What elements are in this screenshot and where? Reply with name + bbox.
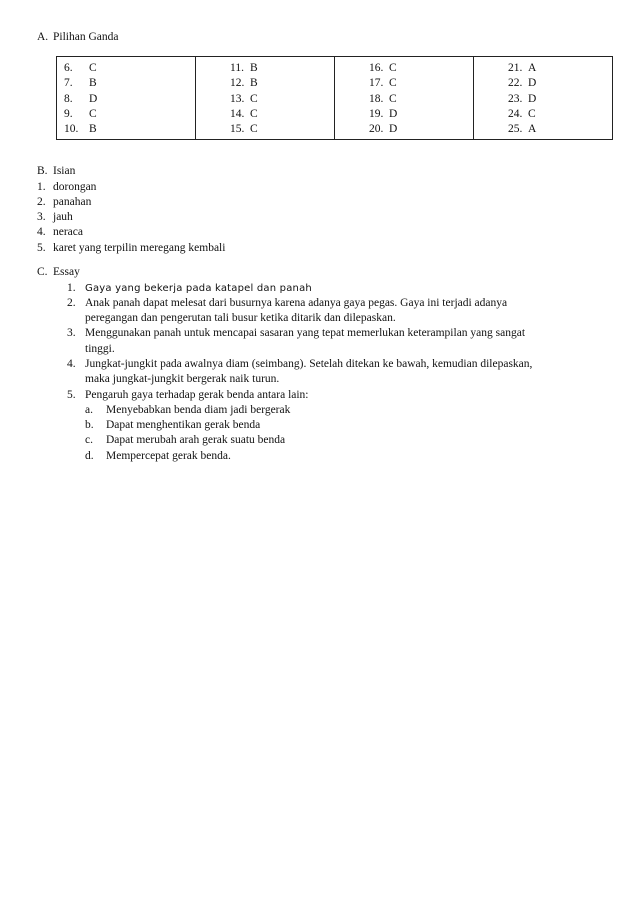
answer-letter: C	[250, 123, 258, 136]
answer-letter: C	[89, 62, 97, 74]
answer-number: 25.	[508, 123, 523, 136]
answer-number: 10.	[64, 123, 79, 136]
section-c-letter: C.	[37, 266, 48, 278]
answer-item	[474, 107, 612, 122]
section-a-heading	[37, 30, 118, 45]
answer-number: 9.	[64, 107, 73, 120]
answer-number: 13.	[230, 92, 245, 105]
list-item	[37, 241, 225, 256]
item-text: Menggunakan panah untuk mencapai sasaran yang tepat memerlukan keterampilan yang sangat	[85, 327, 526, 340]
answer-item	[196, 122, 334, 137]
item-text: panahan	[53, 195, 92, 208]
item-text: Gaya yang bekerja pada katapel dan panah	[85, 282, 312, 294]
item-text: neraca	[53, 226, 83, 239]
item-number: 1.	[37, 180, 46, 193]
item-text-continued: peregangan dan pengerutan tali busur ketika ditarik dan dilepaskan.	[85, 312, 396, 325]
sub-item-text: Dapat menghentikan gerak benda	[106, 419, 261, 432]
item-number: 4.	[37, 226, 46, 239]
answer-item	[196, 107, 334, 122]
answer-item	[335, 107, 473, 122]
answer-number: 6.	[64, 62, 73, 74]
sub-item	[85, 418, 532, 433]
list-item	[37, 180, 225, 195]
item-text: Anak panah dapat melesat dari busurnya karena adanya gaya pegas. Gaya ini terjadi adanya	[85, 296, 508, 309]
answer-item	[335, 76, 473, 91]
list-item	[37, 210, 225, 225]
answer-letter: A	[528, 123, 537, 136]
answer-letter: D	[389, 107, 398, 120]
sub-item	[85, 433, 532, 448]
item-number: 3.	[37, 211, 46, 224]
item-text-continued: maka jungkat-jungkit bergerak naik turun.	[85, 373, 280, 386]
answer-letter: C	[250, 107, 258, 120]
answer-item	[57, 107, 195, 122]
item-text: Pengaruh gaya terhadap gerak benda antara lain:	[85, 388, 309, 401]
answer-letter: C	[528, 107, 536, 120]
answer-letter: C	[389, 62, 397, 74]
section-b-heading	[37, 164, 75, 179]
answer-letter: D	[89, 92, 98, 105]
answer-number: 15.	[230, 123, 245, 136]
sub-item	[85, 403, 532, 418]
answer-number: 18.	[369, 92, 384, 105]
item-text: jauh	[53, 211, 73, 224]
section-b-title: Isian	[53, 165, 76, 177]
answer-letter: B	[250, 77, 258, 90]
sub-item-text: Dapat merubah arah gerak suatu benda	[106, 434, 286, 447]
item-text: dorongan	[53, 180, 97, 193]
answer-number: 11.	[230, 62, 244, 74]
item-number: 4.	[67, 357, 76, 370]
item-number: 2.	[37, 195, 46, 208]
answer-number: 14.	[230, 107, 245, 120]
answer-number: 12.	[230, 77, 245, 90]
item-text: Jungkat-jungkit pada awalnya diam (seimbang). Setelah ditekan ke bawah, kemudian dilepaskan,	[85, 357, 533, 370]
item-text-continued: tinggi.	[85, 342, 115, 355]
answer-column-1	[57, 57, 196, 140]
essay-sublist	[67, 403, 532, 464]
table-row	[57, 57, 613, 140]
sub-item-letter: b.	[85, 419, 94, 432]
essay-item-3	[67, 326, 532, 357]
item-number: 5.	[37, 241, 46, 254]
answer-number: 19.	[369, 107, 384, 120]
answer-item	[196, 61, 334, 76]
item-number: 1.	[67, 281, 76, 294]
list-item	[37, 195, 225, 210]
sub-item	[85, 449, 532, 464]
essay-item-5	[67, 388, 532, 464]
answer-item	[57, 61, 195, 76]
answer-number: 17.	[369, 77, 384, 90]
answer-item	[474, 76, 612, 91]
answer-letter: B	[89, 77, 97, 90]
answer-item	[335, 92, 473, 107]
answer-item	[474, 92, 612, 107]
section-a-title: Pilihan Ganda	[53, 31, 119, 43]
answer-letter: D	[528, 77, 537, 90]
answer-item	[57, 122, 195, 137]
sub-item-text: Mempercepat gerak benda.	[106, 449, 231, 462]
sub-item-letter: d.	[85, 449, 94, 462]
essay-item-4	[67, 357, 532, 388]
answer-item	[196, 76, 334, 91]
item-number: 2.	[67, 296, 76, 309]
item-number: 5.	[67, 388, 76, 401]
answer-letter: B	[250, 62, 258, 74]
item-text: karet yang terpilin meregang kembali	[53, 241, 226, 254]
answer-number: 23.	[508, 92, 523, 105]
answer-item	[57, 92, 195, 107]
sub-item-letter: a.	[85, 403, 93, 416]
answer-item	[196, 92, 334, 107]
answer-item	[335, 61, 473, 76]
answer-number: 22.	[508, 77, 523, 90]
essay-item-2	[67, 296, 532, 327]
answer-letter: A	[528, 62, 537, 74]
answer-number: 7.	[64, 77, 73, 90]
isian-list	[37, 180, 225, 256]
answer-letter: C	[89, 107, 97, 120]
answer-column-3	[335, 57, 474, 140]
answer-column-4	[474, 57, 613, 140]
multiple-choice-answer-table	[56, 56, 613, 140]
answer-column-2	[196, 57, 335, 140]
answer-number: 20.	[369, 123, 384, 136]
answer-number: 24.	[508, 107, 523, 120]
answer-letter: C	[389, 77, 397, 90]
item-number: 3.	[67, 327, 76, 340]
answer-item	[335, 122, 473, 137]
answer-item	[474, 61, 612, 76]
essay-item-1	[67, 281, 532, 296]
sub-item-letter: c.	[85, 434, 93, 447]
section-c-heading	[37, 265, 80, 280]
answer-item	[474, 122, 612, 137]
answer-letter: D	[528, 92, 537, 105]
answer-number: 8.	[64, 92, 73, 105]
answer-item	[57, 76, 195, 91]
answer-letter: D	[389, 123, 398, 136]
essay-list	[67, 281, 532, 465]
section-b-letter: B.	[37, 165, 48, 177]
answer-letter: C	[250, 92, 258, 105]
answer-letter: C	[389, 92, 397, 105]
sub-item-text: Menyebabkan benda diam jadi bergerak	[106, 403, 291, 416]
section-a-letter: A.	[37, 31, 49, 43]
answer-number: 16.	[369, 62, 384, 74]
answer-number: 21.	[508, 62, 523, 74]
section-c-title: Essay	[53, 266, 80, 278]
list-item	[37, 225, 225, 240]
answer-letter: B	[89, 123, 97, 136]
